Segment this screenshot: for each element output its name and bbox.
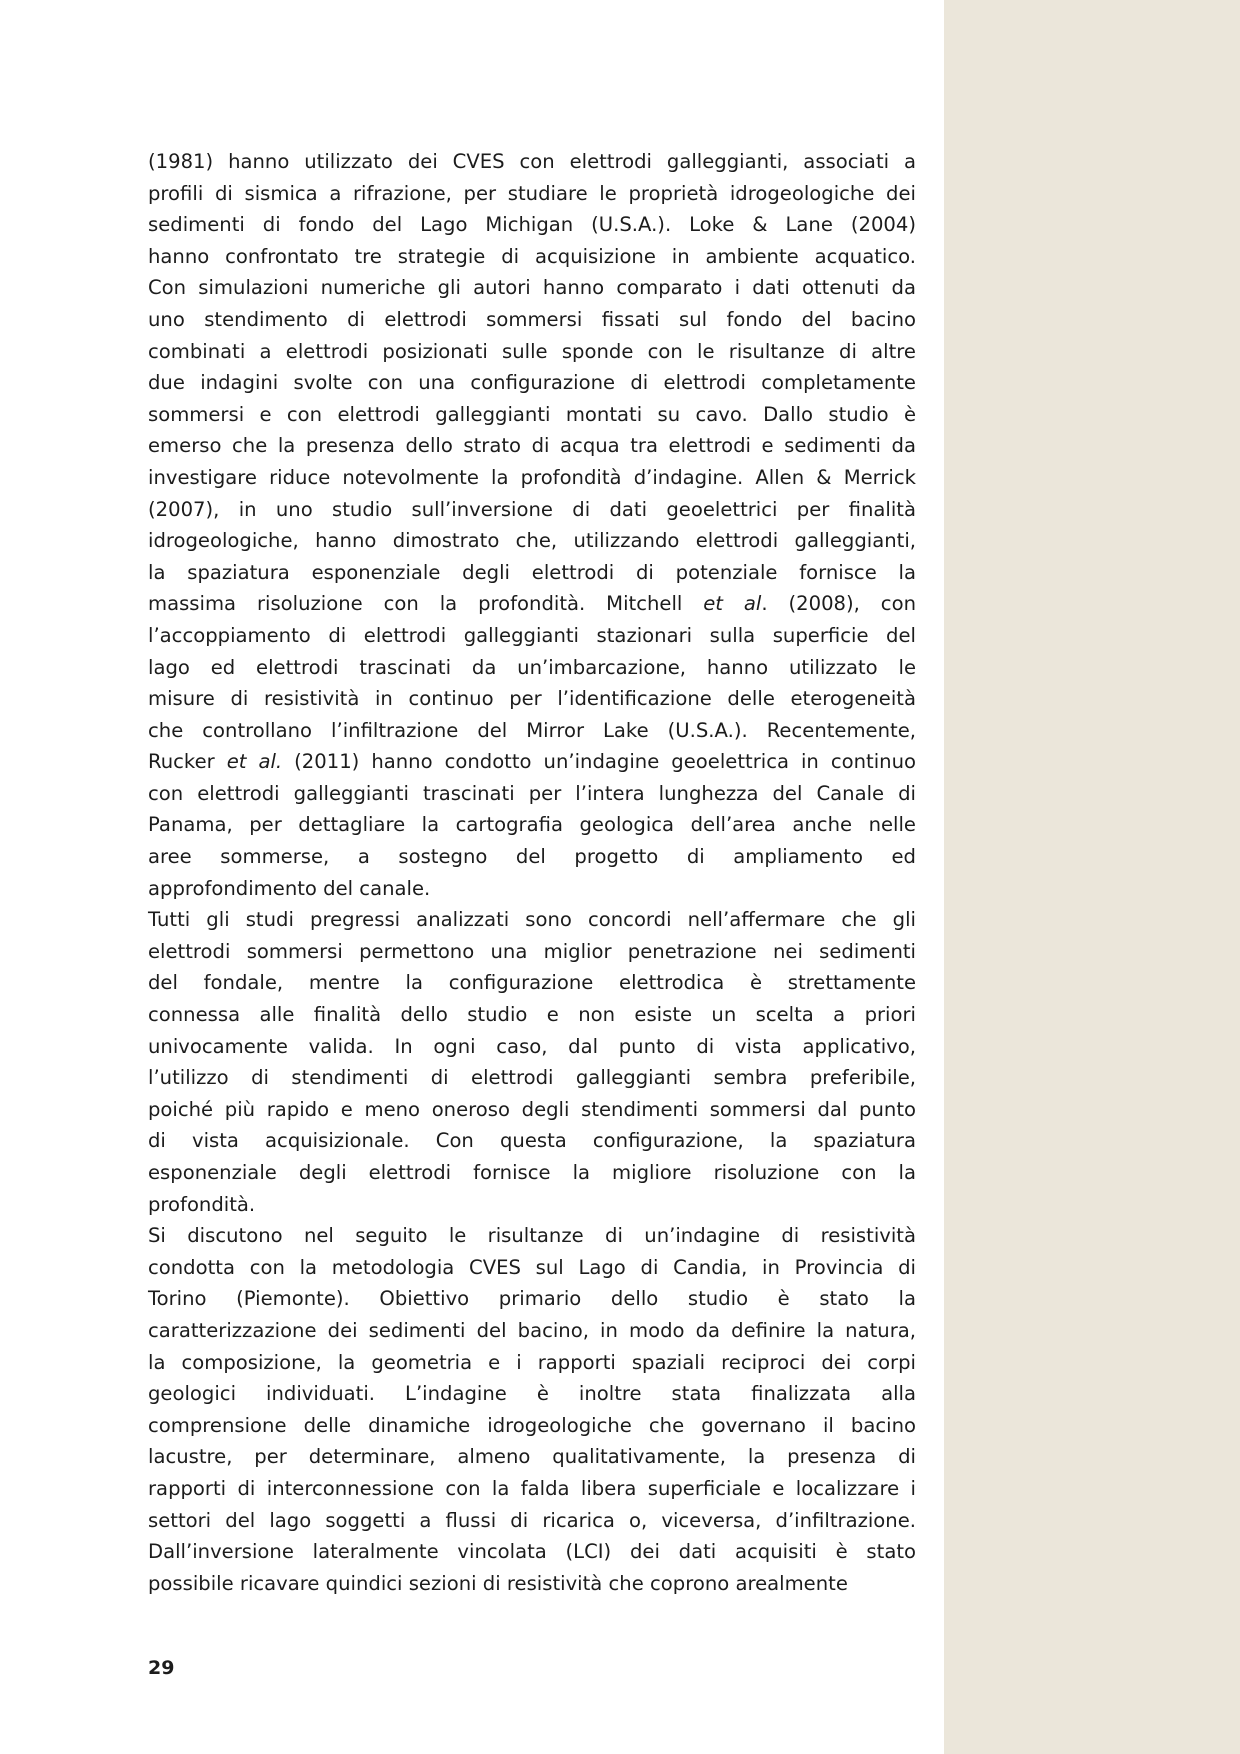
text-line: due indagini svolte con una configurazione di elettrodi completamente	[148, 371, 916, 395]
text-line: con elettrodi galleggianti trascinati per l’intera lunghezza del Canale di	[148, 781, 916, 805]
text-line: del fondale, mentre la configurazione elettrodica è strettamente	[148, 971, 916, 995]
text-line: uno stendimento di elettrodi sommersi fissati sul fondo del bacino	[148, 307, 916, 331]
text-line: sommersi e con elettrodi galleggianti montati su cavo. Dallo studio è	[148, 402, 916, 426]
body-text	[148, 146, 916, 1599]
text-line: hanno confrontato tre strategie di acquisizione in ambiente acquatico.	[148, 244, 916, 268]
text-line: la spaziatura esponenziale degli elettrodi di potenziale fornisce la	[148, 560, 916, 584]
text-run: . (2008), con	[761, 592, 916, 616]
text-line	[148, 746, 916, 778]
text-line: sedimenti di fondo del Lago Michigan (U.S.A.). Loke & Lane (2004)	[148, 213, 916, 237]
text-line: (2007), in uno studio sull’inversione di dati geoelettrici per finalità	[148, 497, 916, 521]
text-line: Tutti gli studi pregressi analizzati sono concordi nell’affermare che gli	[148, 908, 916, 932]
text-line: approfondimento del canale.	[148, 876, 431, 900]
text-line: aree sommerse, a sostegno del progetto di ampliamento ed	[148, 845, 916, 869]
text-line: esponenziale degli elettrodi fornisce la migliore risoluzione con la	[148, 1161, 916, 1184]
text-line: combinati a elettrodi posizionati sulle sponde con le risultanze di altre	[148, 339, 916, 363]
text-line: la composizione, la geometria e i rapporti spaziali reciproci dei corpi	[148, 1350, 916, 1374]
text-line: Con simulazioni numeriche gli autori hanno comparato i dati ottenuti da	[148, 276, 916, 300]
text-run: Rucker	[148, 750, 227, 774]
page-number: 29	[148, 1657, 175, 1679]
paragraph-3	[148, 1220, 916, 1599]
text-line: Torino (Piemonte). Obiettivo primario dello studio è stato la	[148, 1287, 916, 1311]
text-line: l’accoppiamento di elettrodi galleggianti stazionari sulla superficie del	[148, 623, 916, 647]
text-line: poiché più rapido e meno oneroso degli stendimenti sommersi dal punto	[148, 1097, 916, 1121]
text-line: Panama, per dettagliare la cartografia geologica dell’area anche nelle	[148, 813, 916, 837]
text-line: Dall’inversione lateralmente vincolata (LCI) dei dati acquisiti è stato	[148, 1540, 916, 1564]
text-line: profondità.	[148, 1192, 256, 1216]
text-line: caratterizzazione dei sedimenti del bacino, in modo da definire la natura,	[148, 1318, 916, 1342]
citation-etal: et al.	[226, 750, 283, 774]
text-line	[148, 588, 916, 620]
paragraph-2	[148, 904, 916, 1220]
text-line: che controllano l’infiltrazione del Mirror Lake (U.S.A.). Recentemente,	[148, 718, 916, 742]
citation-etal: et al	[703, 592, 762, 616]
paragraph-1	[148, 146, 916, 904]
text-line: lago ed elettrodi trascinati da un’imbarcazione, hanno utilizzato le	[148, 655, 916, 679]
text-line: elettrodi sommersi permettono una miglior penetrazione nei sedimenti	[148, 939, 916, 963]
text-line: univocamente valida. In ogni caso, dal punto di vista applicativo,	[148, 1034, 916, 1058]
text-run: massima risoluzione con la profondità. Mitchell	[148, 592, 704, 616]
text-line: investigare riduce notevolmente la profondità d’indagine. Allen & Merrick	[148, 465, 916, 489]
text-line: idrogeologiche, hanno dimostrato che, utilizzando elettrodi galleggianti,	[148, 529, 916, 553]
text-line: l’utilizzo di stendimenti di elettrodi galleggianti sembra preferibile,	[148, 1066, 916, 1090]
text-line: comprensione delle dinamiche idrogeologiche che governano il bacino	[148, 1413, 916, 1437]
text-line: connessa alle finalità dello studio e non esiste un scelta a priori	[148, 1003, 916, 1027]
text-line: geologici individuati. L’indagine è inoltre stata finalizzata alla	[148, 1382, 916, 1406]
text-line: lacustre, per determinare, almeno qualitativamente, la presenza di	[148, 1445, 916, 1469]
text-run: (2011) hanno condotto un’indagine geoelettrica in continuo	[282, 750, 916, 774]
text-line: settori del lago soggetti a flussi di ricarica o, viceversa, d’infiltrazione.	[148, 1508, 916, 1532]
text-line: possibile ricavare quindici sezioni di resistività che coprono arealmente	[148, 1571, 848, 1595]
side-margin-band	[944, 0, 1240, 1754]
text-line: condotta con la metodologia CVES sul Lago di Candia, in Provincia di	[148, 1255, 916, 1279]
text-line: (1981) hanno utilizzato dei CVES con elettrodi galleggianti, associati a	[148, 150, 916, 173]
text-line: rapporti di interconnessione con la falda libera superficiale e localizzare i	[148, 1476, 916, 1500]
text-line: emerso che la presenza dello strato di acqua tra elettrodi e sedimenti da	[148, 434, 916, 458]
text-line: profili di sismica a rifrazione, per studiare le proprietà idrogeologiche dei	[148, 181, 916, 205]
text-line: di vista acquisizionale. Con questa configurazione, la spaziatura	[148, 1129, 916, 1153]
text-line: Si discutono nel seguito le risultanze di un’indagine di resistività	[148, 1224, 916, 1248]
text-line: misure di resistività in continuo per l’identificazione delle eterogeneità	[148, 687, 916, 711]
